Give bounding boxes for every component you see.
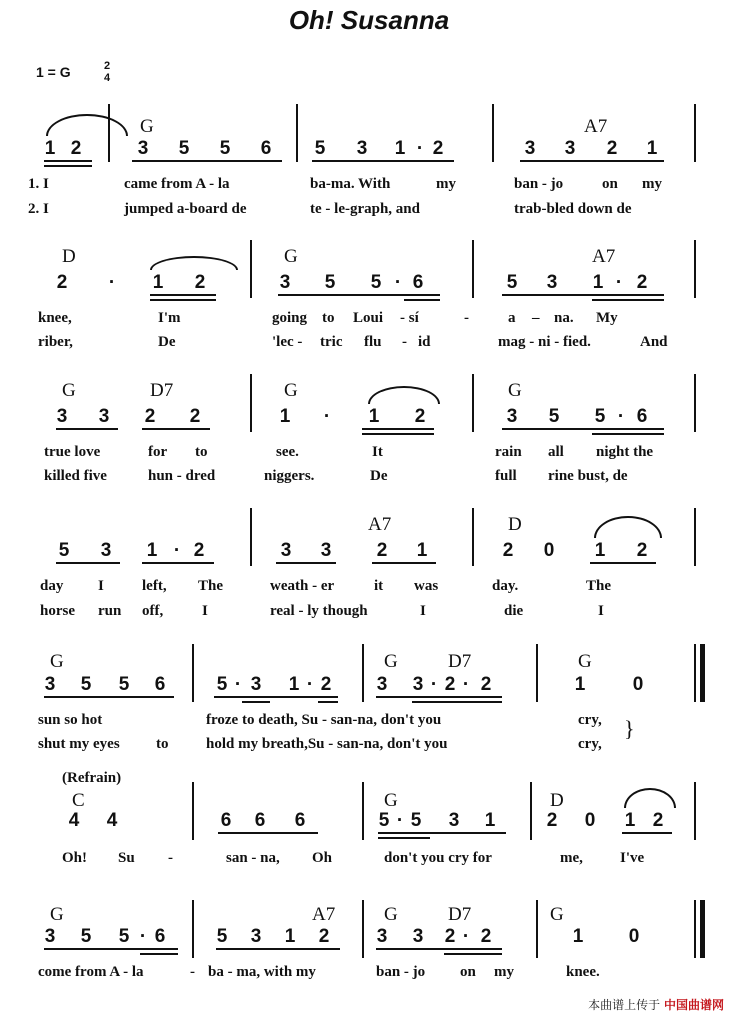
dot: · (416, 138, 424, 159)
note: 2 (189, 406, 201, 427)
chord-symbol: G (384, 651, 398, 672)
barline (530, 782, 532, 840)
lyric-verse-1: came from A - la (124, 176, 230, 192)
note: 1 (146, 540, 158, 561)
lyric-verse-2: trab-bled down de (514, 201, 632, 217)
verse-brace: } (624, 716, 635, 741)
duration-underline (502, 428, 664, 430)
lyric-verse-2: horse (40, 603, 75, 619)
lyric-verse-1: The (586, 578, 612, 594)
note: 6 (254, 810, 266, 831)
note: 3 (250, 926, 262, 947)
lyric-verse-1: to (322, 310, 335, 326)
note: 5 (314, 138, 326, 159)
barline (296, 104, 298, 162)
lyric-verse-1: - (190, 964, 195, 980)
chord-symbol: D7 (448, 651, 472, 672)
lyric-verse-1: knee, (38, 310, 72, 326)
duration-underline (376, 948, 502, 950)
lyric-verse-1: my (436, 176, 456, 192)
note: 3 (448, 810, 460, 831)
duration-underline (502, 294, 664, 296)
chord-symbol: D7 (150, 380, 174, 401)
duration-underline (218, 832, 318, 834)
chord-symbol: G (578, 651, 592, 672)
note: 3 (564, 138, 576, 159)
lyric-verse-2: shut my eyes (38, 736, 120, 752)
duration-underline (150, 299, 216, 301)
lyric-verse-1: My (596, 310, 618, 326)
duration-underline (378, 837, 430, 839)
lyric-verse-1: Oh (312, 850, 333, 866)
duration-underline (404, 299, 440, 301)
watermark-text: 本曲谱上传于 (588, 998, 661, 1012)
chord-symbol: A7 (312, 904, 336, 925)
note: 1 (284, 926, 296, 947)
duration-underline (140, 953, 178, 955)
note: 5 (594, 406, 606, 427)
note: 3 (250, 674, 262, 695)
barline (362, 900, 364, 958)
note: 5 (216, 926, 228, 947)
lyric-verse-1: it (374, 578, 384, 594)
note: 2 (636, 272, 648, 293)
lyric-verse-1: weath - er (270, 578, 335, 594)
lyric-verse-2: off, (142, 603, 164, 619)
time-signature-top: 2 (104, 60, 111, 72)
duration-underline (592, 299, 664, 301)
duration-underline (412, 701, 502, 703)
chord-symbol: D7 (448, 904, 472, 925)
lyric-verse-1: I've (620, 850, 645, 866)
lyric-verse-1: ban - jo (514, 176, 564, 192)
lyric-verse-2: full (495, 468, 517, 484)
note: 5 (178, 138, 190, 159)
chord-symbol: C (72, 790, 85, 811)
lyric-verse-2: 'lec - (272, 334, 303, 350)
barline (472, 508, 474, 566)
barline (536, 900, 538, 958)
duration-underline (44, 696, 174, 698)
duration-underline (318, 701, 338, 703)
barline (192, 900, 194, 958)
dot: · (462, 674, 470, 695)
lyric-verse-1: for (148, 444, 168, 460)
lyric-verse-1: to (195, 444, 208, 460)
dot: · (139, 926, 147, 947)
note: 5 (80, 674, 92, 695)
note: 1 (44, 138, 56, 159)
lyric-verse-1: Oh! (62, 850, 88, 866)
duration-underline (362, 428, 434, 430)
duration-underline (44, 165, 92, 167)
lyric-verse-2: I (420, 603, 426, 619)
lyric-verse-2: 2. I (28, 201, 49, 217)
barline (694, 508, 696, 566)
lyric-verse-2: die (504, 603, 524, 619)
note: 1 (484, 810, 496, 831)
note: 2 (546, 810, 558, 831)
lyric-verse-2: jumped a-board de (124, 201, 247, 217)
note: 1 (624, 810, 636, 831)
barline (694, 104, 696, 162)
lyric-verse-1: - (464, 310, 469, 326)
refrain-label: (Refrain) (62, 770, 122, 786)
note: 3 (412, 674, 424, 695)
note: 3 (320, 540, 332, 561)
lyric-verse-1: night the (596, 444, 654, 460)
barline (472, 374, 474, 432)
duration-underline (150, 294, 216, 296)
duration-underline (132, 160, 282, 162)
barline (192, 644, 194, 702)
lyric-verse-1: knee. (566, 964, 600, 980)
lyric-verse-2: riber, (38, 334, 73, 350)
barline (694, 644, 696, 702)
note: 3 (56, 406, 68, 427)
dot: · (462, 926, 470, 947)
lyric-verse-1: left, (142, 578, 167, 594)
note: 6 (154, 674, 166, 695)
chord-symbol: D (62, 246, 76, 267)
note: 5 (410, 810, 422, 831)
barline (694, 374, 696, 432)
note: 2 (480, 926, 492, 947)
duration-underline (362, 433, 434, 435)
lyric-verse-2: De (370, 468, 388, 484)
note: 5 (548, 406, 560, 427)
duration-underline (592, 433, 664, 435)
lyric-verse-1: my (494, 964, 514, 980)
note: 3 (412, 926, 424, 947)
lyric-verse-1: - (168, 850, 173, 866)
chord-symbol: A7 (592, 246, 616, 267)
note: 5 (324, 272, 336, 293)
lyric-verse-2: I (598, 603, 604, 619)
barline (250, 508, 252, 566)
chord-symbol: G (50, 904, 64, 925)
note: 5 (118, 926, 130, 947)
key-signature: 1 = G (36, 64, 71, 80)
note: 5 (58, 540, 70, 561)
note: 6 (260, 138, 272, 159)
barline (250, 374, 252, 432)
lyric-verse-1: I (98, 578, 104, 594)
barline (536, 644, 538, 702)
lyric-verse-2: flu (364, 334, 382, 350)
note: 2 (56, 272, 68, 293)
duration-underline (44, 160, 92, 162)
duration-underline (242, 701, 270, 703)
note: 2 (444, 926, 456, 947)
note: 3 (44, 926, 56, 947)
lyric-verse-1: 1. I (28, 176, 49, 192)
lyric-verse-1: me, (560, 850, 583, 866)
lyric-verse-1: Loui (353, 310, 384, 326)
dot: · (617, 406, 625, 427)
barline (694, 900, 696, 958)
dot: · (323, 406, 331, 427)
note: 2 (70, 138, 82, 159)
chord-symbol: D (550, 790, 564, 811)
note: 5 (118, 674, 130, 695)
lyric-verse-1: The (198, 578, 224, 594)
page-title: Oh! Susanna (288, 5, 450, 35)
note: 1 (152, 272, 164, 293)
lyric-verse-2: id (418, 334, 431, 350)
tie-arc (150, 256, 238, 270)
barline (250, 240, 252, 298)
lyric-verse-1: cry, (578, 712, 602, 728)
barline (492, 104, 494, 162)
barline (472, 240, 474, 298)
lyric-verse-1: It (372, 444, 383, 460)
duration-underline (56, 562, 120, 564)
duration-underline (376, 696, 502, 698)
barline (192, 782, 194, 840)
duration-underline (378, 832, 506, 834)
note: 5 (378, 810, 390, 831)
dot: · (396, 810, 404, 831)
chord-symbol: G (508, 380, 522, 401)
note: 0 (584, 810, 596, 831)
chord-symbol: G (62, 380, 76, 401)
lyric-verse-2: mag - ni - fied. (498, 334, 591, 350)
chord-symbol: A7 (368, 514, 392, 535)
lyric-verse-2: to (156, 736, 169, 752)
duration-underline (278, 294, 440, 296)
duration-underline (44, 948, 178, 950)
note: 1 (572, 926, 584, 947)
lyric-verse-2: - (402, 334, 407, 350)
tie-arc (624, 788, 676, 808)
note: 0 (543, 540, 555, 561)
lyric-verse-1: on (602, 176, 618, 192)
duration-underline (312, 160, 454, 162)
note: 3 (356, 138, 368, 159)
note: 1 (394, 138, 406, 159)
note: 1 (594, 540, 606, 561)
chord-symbol: G (284, 246, 298, 267)
lyric-verse-1: ba-ma. With (310, 176, 391, 192)
duration-underline (216, 948, 340, 950)
lyric-verse-1: all (548, 444, 564, 460)
note: 3 (376, 926, 388, 947)
note: 5 (80, 926, 92, 947)
barline (362, 644, 364, 702)
note: 5 (216, 674, 228, 695)
lyric-verse-1: my (642, 176, 662, 192)
note: 6 (220, 810, 232, 831)
note: 5 (506, 272, 518, 293)
note: 0 (632, 674, 644, 695)
lyric-verse-1: ban - jo (376, 964, 426, 980)
note: 3 (100, 540, 112, 561)
note: 2 (320, 674, 332, 695)
watermark (588, 996, 724, 1013)
note: 3 (376, 674, 388, 695)
lyric-verse-2: rine bust, de (548, 468, 628, 484)
duration-underline (276, 562, 336, 564)
note: 2 (636, 540, 648, 561)
lyric-verse-2: niggers. (264, 468, 315, 484)
note: 5 (370, 272, 382, 293)
duration-underline (444, 953, 502, 955)
duration-underline (142, 562, 214, 564)
watermark-logo: 中国曲谱网 (663, 998, 724, 1012)
note: 1 (288, 674, 300, 695)
lyric-verse-1: day. (492, 578, 519, 594)
note: 3 (137, 138, 149, 159)
dot: · (234, 674, 242, 695)
duration-underline (622, 832, 672, 834)
dot: · (394, 272, 402, 293)
lyric-verse-1: - sí (400, 310, 419, 326)
dot: · (430, 674, 438, 695)
note: 0 (628, 926, 640, 947)
chord-symbol: G (50, 651, 64, 672)
tie-arc (46, 114, 128, 136)
barline (694, 782, 696, 840)
dot: · (306, 674, 314, 695)
barline (362, 782, 364, 840)
dot: · (173, 540, 181, 561)
note: 1 (646, 138, 658, 159)
duration-underline (142, 428, 210, 430)
lyric-verse-2: tric (320, 334, 343, 350)
chord-symbol: G (550, 904, 564, 925)
note: 1 (592, 272, 604, 293)
lyric-verse-1: going (272, 310, 308, 326)
lyric-verse-2: te - le-graph, and (310, 201, 420, 217)
note: 2 (144, 406, 156, 427)
lyric-verse-1: see. (276, 444, 299, 460)
lyric-verse-2: De (158, 334, 176, 350)
note: 1 (574, 674, 586, 695)
note: 1 (416, 540, 428, 561)
lyric-verse-1: froze to death, Su - san-na, don't you (206, 712, 442, 728)
lyric-verse-1: na. (554, 310, 574, 326)
chord-symbol: G (384, 904, 398, 925)
note: 2 (318, 926, 330, 947)
duration-underline (214, 696, 338, 698)
tie-arc (368, 386, 440, 404)
lyric-verse-1: san - na, (226, 850, 280, 866)
duration-underline (372, 562, 436, 564)
chord-symbol: A7 (584, 116, 608, 137)
dot: · (615, 272, 623, 293)
note: 2 (376, 540, 388, 561)
lyric-verse-2: And (640, 334, 668, 350)
lyric-verse-1: don't you cry for (384, 850, 492, 866)
chord-symbol: G (284, 380, 298, 401)
lyric-verse-2: run (98, 603, 122, 619)
note: 6 (636, 406, 648, 427)
note: 3 (524, 138, 536, 159)
note: 6 (412, 272, 424, 293)
lyric-verse-1: rain (495, 444, 522, 460)
note: 3 (44, 674, 56, 695)
note: 3 (279, 272, 291, 293)
note: 6 (154, 926, 166, 947)
note: 3 (280, 540, 292, 561)
lyric-verse-1: sun so hot (38, 712, 103, 728)
note: 2 (480, 674, 492, 695)
note: 2 (606, 138, 618, 159)
lyric-verse-1: day (40, 578, 64, 594)
barline (694, 240, 696, 298)
note: 4 (68, 810, 80, 831)
note: 2 (652, 810, 664, 831)
note: 1 (368, 406, 380, 427)
note: 1 (279, 406, 291, 427)
lyric-verse-2: I (202, 603, 208, 619)
lyric-verse-1: Su (118, 850, 135, 866)
lyric-verse-2: real - ly though (270, 603, 368, 619)
lyric-verse-1: ba - ma, with my (208, 964, 316, 980)
note: 3 (98, 406, 110, 427)
lyric-verse-1: come from A - la (38, 964, 144, 980)
chord-symbol: D (508, 514, 522, 535)
note: 2 (432, 138, 444, 159)
note: 5 (219, 138, 231, 159)
time-signature (104, 60, 110, 84)
note: 2 (414, 406, 426, 427)
note: 3 (506, 406, 518, 427)
note: 3 (546, 272, 558, 293)
lyric-verse-1: – (532, 310, 540, 326)
note: 2 (193, 540, 205, 561)
note: 6 (294, 810, 306, 831)
dot: · (108, 272, 116, 293)
lyric-verse-1: on (460, 964, 476, 980)
time-signature-bottom: 4 (104, 72, 111, 84)
note: 4 (106, 810, 118, 831)
lyric-verse-1: a (508, 310, 516, 326)
note: 2 (502, 540, 514, 561)
chord-symbol: G (140, 116, 154, 137)
note: 2 (444, 674, 456, 695)
lyric-verse-2: cry, (578, 736, 602, 752)
lyric-verse-2: hold my breath,Su - san-na, don't you (206, 736, 448, 752)
duration-underline (590, 562, 656, 564)
final-barline (700, 644, 705, 702)
final-barline (700, 900, 705, 958)
chord-symbol: G (384, 790, 398, 811)
lyric-verse-1: true love (44, 444, 101, 460)
lyric-verse-1: was (414, 578, 439, 594)
lyric-verse-2: hun - dred (148, 468, 216, 484)
duration-underline (56, 428, 118, 430)
duration-underline (520, 160, 664, 162)
note: 2 (194, 272, 206, 293)
tie-arc (594, 516, 662, 538)
lyric-verse-1: I'm (158, 310, 181, 326)
lyric-verse-2: killed five (44, 468, 107, 484)
